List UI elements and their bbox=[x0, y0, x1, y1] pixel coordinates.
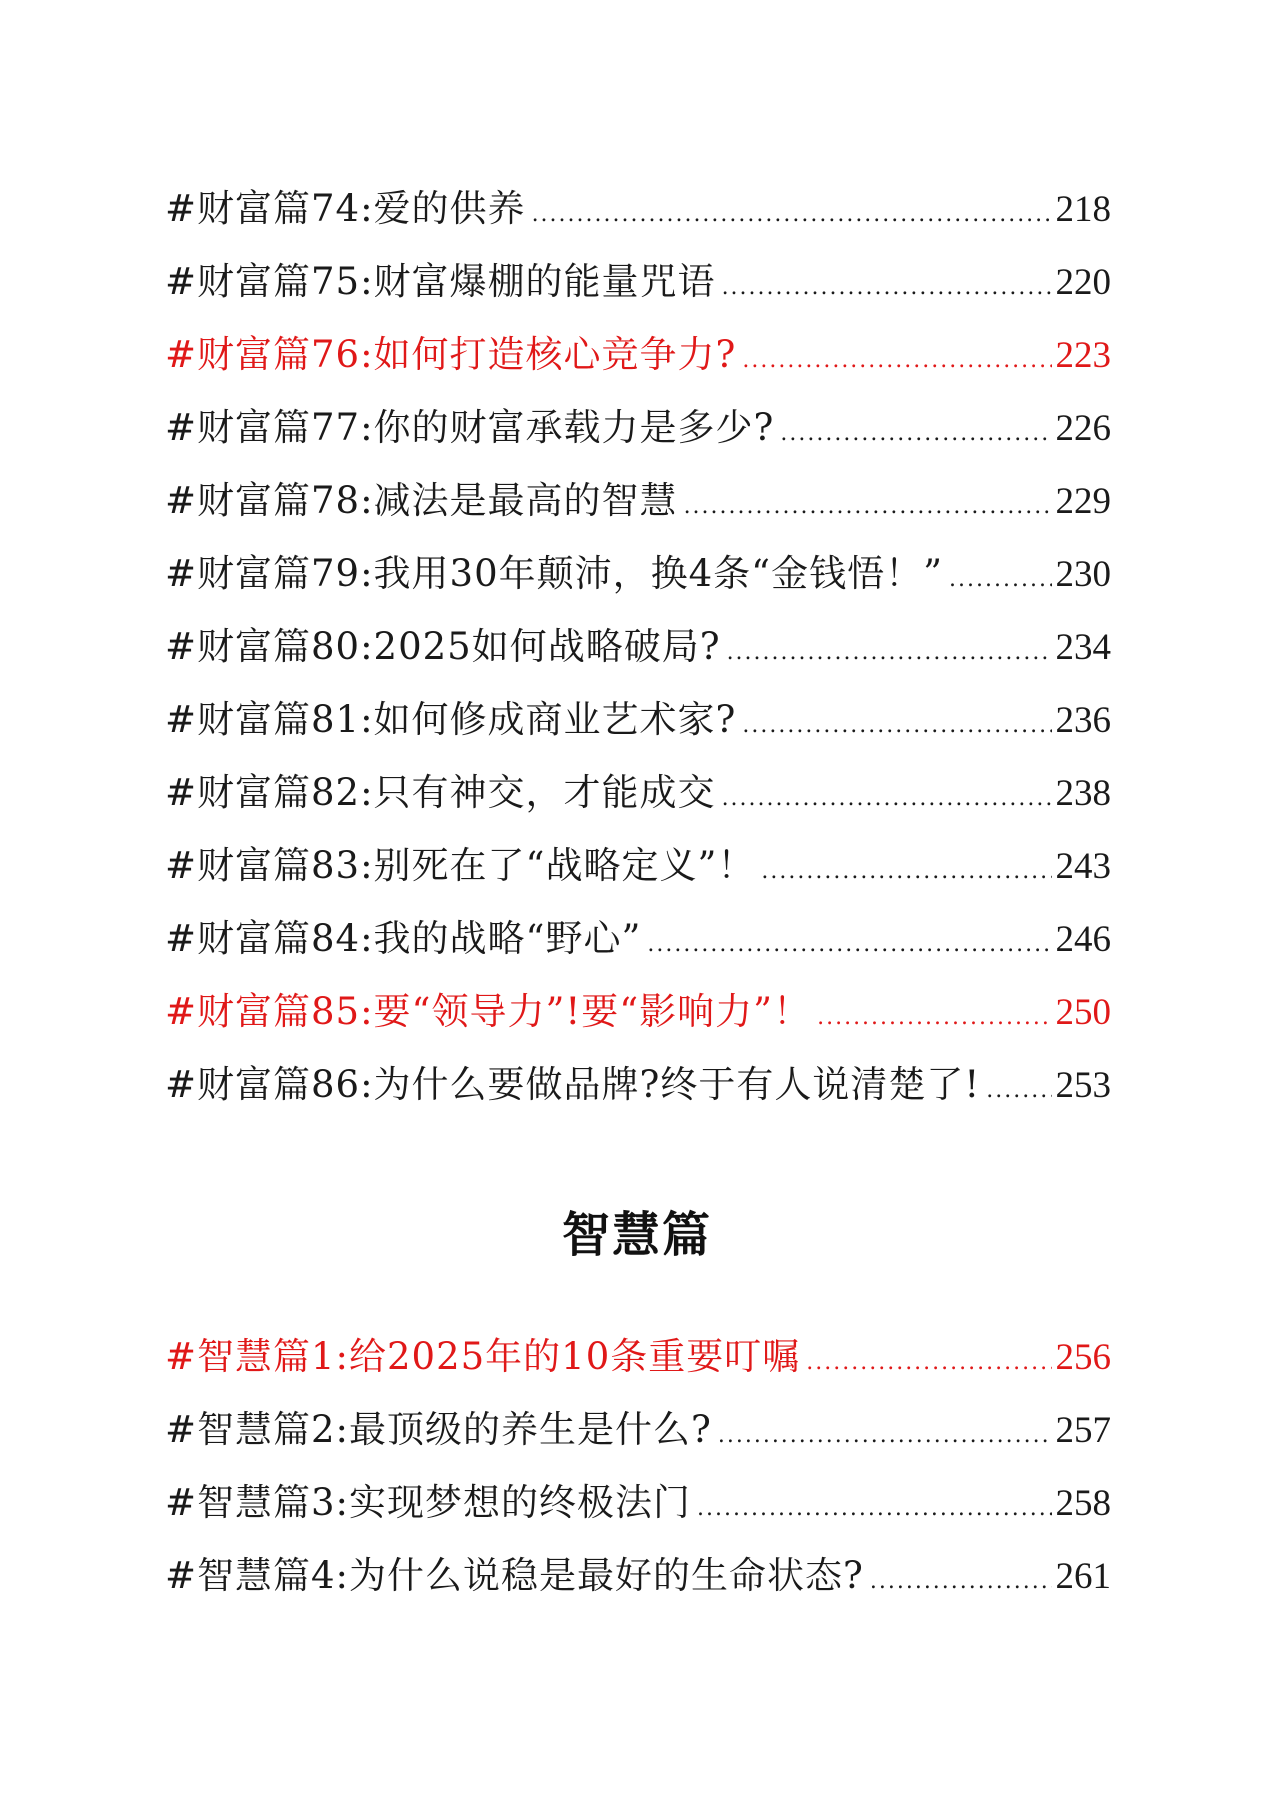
toc-entry-page: 220 bbox=[1055, 262, 1111, 303]
toc-entry[interactable] bbox=[165, 1048, 1111, 1121]
toc-leader-dots bbox=[986, 1054, 1051, 1127]
toc-entry[interactable] bbox=[165, 464, 1111, 537]
toc-list-wisdom bbox=[165, 1320, 1111, 1612]
toc-entry-title: #财富篇85:要“领导力”!要“影响力”！ bbox=[165, 990, 812, 1033]
toc-entry-title: #智慧篇2:最顶级的养生是什么? bbox=[165, 1408, 712, 1451]
toc-entry-title: #财富篇84:我的战略“野心” bbox=[165, 917, 642, 960]
toc-entry-title: #财富篇86:为什么要做品牌?终于有人说清楚了! bbox=[165, 1063, 981, 1106]
toc-entry[interactable] bbox=[165, 537, 1111, 610]
toc-entry[interactable] bbox=[165, 1539, 1111, 1612]
toc-entry[interactable] bbox=[165, 1320, 1111, 1393]
toc-entry[interactable] bbox=[165, 318, 1111, 391]
toc-leader-dots bbox=[742, 689, 1051, 762]
toc-entry[interactable] bbox=[165, 245, 1111, 318]
toc-entry-page: 261 bbox=[1055, 1556, 1111, 1597]
toc-entry-title: #智慧篇4:为什么说稳是最好的生命状态? bbox=[165, 1554, 864, 1597]
toc-entry-page: 253 bbox=[1055, 1065, 1111, 1106]
toc-leader-dots bbox=[532, 178, 1052, 251]
toc-leader-dots bbox=[684, 470, 1052, 543]
toc-leader-dots bbox=[806, 1326, 1051, 1399]
toc-entry-title: #智慧篇3:实现梦想的终极法门 bbox=[165, 1481, 692, 1524]
toc-entry-title: #财富篇79:我用30年颠沛，换4条“金钱悟！” bbox=[165, 552, 944, 595]
toc-leader-dots bbox=[742, 324, 1051, 397]
toc-leader-dots bbox=[780, 397, 1051, 470]
toc-entry-title: #财富篇75:财富爆棚的能量咒语 bbox=[165, 260, 716, 303]
toc-list-wealth bbox=[165, 172, 1111, 1121]
toc-entry-page: 250 bbox=[1055, 992, 1111, 1033]
toc-entry-page: 229 bbox=[1055, 481, 1111, 522]
toc-entry-page: 234 bbox=[1055, 627, 1111, 668]
toc-entry[interactable] bbox=[165, 683, 1111, 756]
toc-leader-dots bbox=[727, 616, 1052, 689]
toc-entry-title: #财富篇82:只有神交，才能成交 bbox=[165, 771, 716, 814]
toc-leader-dots bbox=[870, 1545, 1052, 1618]
toc-entry-title: #财富篇76:如何打造核心竞争力? bbox=[165, 333, 737, 376]
toc-entry[interactable] bbox=[165, 829, 1111, 902]
toc-entry-page: 238 bbox=[1055, 773, 1111, 814]
toc-entry[interactable] bbox=[165, 1466, 1111, 1539]
toc-leader-dots bbox=[761, 835, 1051, 908]
toc-entry-page: 230 bbox=[1055, 554, 1111, 595]
toc-entry-page: 218 bbox=[1055, 189, 1111, 230]
toc-entry-page: 256 bbox=[1055, 1337, 1111, 1378]
toc-entry[interactable] bbox=[165, 1393, 1111, 1466]
toc-entry-page: 258 bbox=[1055, 1483, 1111, 1524]
toc-entry-page: 257 bbox=[1055, 1410, 1111, 1451]
toc-entry-page: 226 bbox=[1055, 408, 1111, 449]
toc-entry-title: #财富篇80:2025如何战略破局? bbox=[165, 625, 721, 668]
toc-entry-title: #智慧篇1:给2025年的10条重要叮嘱 bbox=[165, 1335, 801, 1378]
toc-entry-title: #财富篇78:减法是最高的智慧 bbox=[165, 479, 678, 522]
toc-entry-page: 236 bbox=[1055, 700, 1111, 741]
toc-entry[interactable] bbox=[165, 610, 1111, 683]
toc-entry-title: #财富篇83:别死在了“战略定义”！ bbox=[165, 844, 756, 887]
toc-leader-dots bbox=[817, 981, 1051, 1054]
toc-leader-dots bbox=[949, 543, 1051, 616]
toc-entry-page: 246 bbox=[1055, 919, 1111, 960]
toc-leader-dots bbox=[697, 1472, 1051, 1545]
section-heading: 智慧篇 bbox=[561, 1207, 712, 1263]
toc-entry[interactable] bbox=[165, 391, 1111, 464]
toc-leader-dots bbox=[647, 908, 1051, 981]
toc-entry-page: 223 bbox=[1055, 335, 1111, 376]
toc-entry-title: #财富篇74:爱的供养 bbox=[165, 187, 526, 230]
toc-leader-dots bbox=[722, 762, 1052, 835]
toc-entry-title: #财富篇77:你的财富承载力是多少? bbox=[165, 406, 775, 449]
toc-entry[interactable] bbox=[165, 756, 1111, 829]
toc-entry-title: #财富篇81:如何修成商业艺术家? bbox=[165, 698, 737, 741]
toc-entry[interactable] bbox=[165, 975, 1111, 1048]
toc-leader-dots bbox=[718, 1399, 1052, 1472]
toc-entry-page: 243 bbox=[1055, 846, 1111, 887]
toc-entry[interactable] bbox=[165, 902, 1111, 975]
toc-leader-dots bbox=[722, 251, 1052, 324]
toc-entry[interactable] bbox=[165, 172, 1111, 245]
